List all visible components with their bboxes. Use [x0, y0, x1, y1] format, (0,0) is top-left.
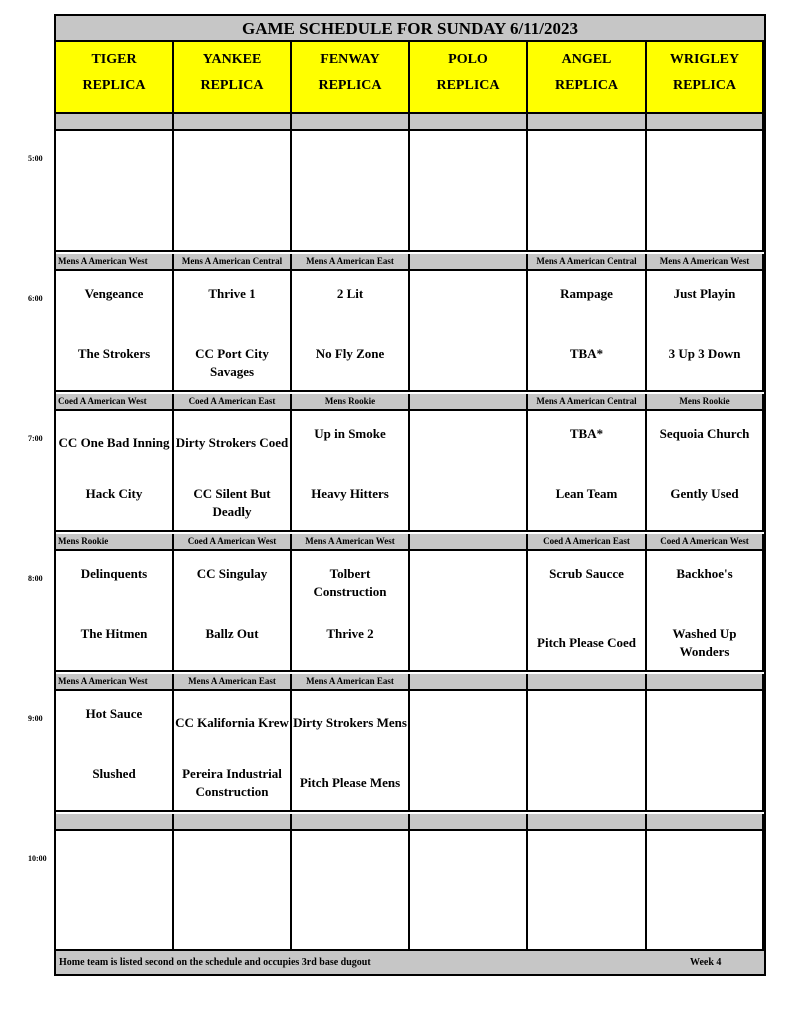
game-cell — [292, 271, 410, 392]
game-cell — [410, 551, 528, 672]
field-header-angel — [528, 42, 647, 114]
home-team — [56, 905, 172, 914]
home-team: Thrive 2 — [326, 626, 374, 641]
field-header-fenway — [292, 42, 410, 114]
visiting-team — [647, 705, 762, 714]
field-subtitle: REPLICA — [672, 78, 736, 93]
division-label — [174, 814, 292, 831]
game-cell — [174, 131, 292, 252]
field-name: POLO — [448, 52, 488, 67]
game-cell — [410, 831, 528, 952]
division-label — [410, 534, 528, 551]
schedule-sheet — [54, 14, 766, 976]
visiting-team — [410, 845, 526, 854]
home-team — [292, 905, 408, 914]
visiting-team — [292, 845, 408, 854]
game-cell — [56, 411, 174, 532]
field-subtitle: REPLICA — [318, 78, 382, 93]
game-cell — [56, 551, 174, 672]
home-team: Pereira Industrial Construction — [182, 766, 282, 799]
visiting-team — [528, 145, 645, 154]
visiting-team: CC One Bad Inning — [58, 435, 170, 450]
division-label — [410, 114, 528, 131]
game-cell — [174, 691, 292, 812]
visiting-team — [56, 145, 172, 154]
home-team: TBA* — [569, 346, 604, 361]
home-team — [410, 765, 526, 774]
visiting-team: CC Kalifornia Krew — [175, 715, 289, 730]
division-label: Mens Rookie — [292, 394, 410, 411]
division-label: Mens A American West — [292, 534, 410, 551]
home-team — [292, 205, 408, 214]
home-team: Lean Team — [555, 486, 618, 501]
home-team — [410, 905, 526, 914]
division-label: Mens A American West — [56, 674, 174, 691]
field-header-polo — [410, 42, 528, 114]
field-name: TIGER — [91, 52, 137, 67]
game-cell — [56, 691, 174, 812]
visiting-team — [174, 845, 290, 854]
visiting-team: TBA* — [569, 426, 604, 441]
game-cell — [410, 271, 528, 392]
visiting-team — [647, 145, 762, 154]
home-team: Heavy Hitters — [311, 486, 389, 501]
game-cell — [56, 831, 174, 952]
visiting-team: Just Playin — [673, 286, 736, 301]
time-label: 7:00 — [28, 434, 43, 443]
visiting-team: Rampage — [560, 286, 613, 301]
visiting-team — [647, 845, 762, 854]
field-name: WRIGLEY — [669, 52, 740, 67]
home-team: Washed Up Wonders — [672, 626, 737, 659]
game-cell — [528, 551, 647, 672]
division-label — [647, 814, 764, 831]
division-label — [528, 674, 647, 691]
visiting-team: Hot Sauce — [85, 706, 143, 721]
game-cell — [56, 131, 174, 252]
game-cell — [292, 551, 410, 672]
footer-note: Home team is listed second on the schedule and occupies 3rd base dugout — [59, 957, 371, 968]
division-label: Mens A American West — [56, 254, 174, 271]
division-label: Mens A American East — [292, 254, 410, 271]
visiting-team: Dirty Strokers Mens — [293, 715, 407, 730]
visiting-team: Tolbert Construction — [313, 566, 387, 599]
division-label: Coed A American West — [174, 534, 292, 551]
page-title: GAME SCHEDULE FOR SUNDAY 6/11/2023 — [56, 16, 764, 42]
division-label — [56, 114, 174, 131]
division-label — [292, 814, 410, 831]
home-team — [410, 345, 526, 354]
division-label: Mens A American East — [174, 674, 292, 691]
visiting-team: Dirty Strokers Coed — [175, 435, 289, 450]
time-label: 9:00 — [28, 714, 43, 723]
home-team: No Fly Zone — [315, 346, 385, 361]
game-cell — [292, 831, 410, 952]
game-cell — [528, 271, 647, 392]
visiting-team — [410, 285, 526, 294]
division-label: Mens A American Central — [528, 394, 647, 411]
visiting-team: Scrub Saucce — [549, 566, 624, 581]
time-label: 8:00 — [28, 574, 43, 583]
division-label — [410, 394, 528, 411]
home-team — [528, 905, 645, 914]
home-team: CC Port City Savages — [195, 346, 269, 379]
field-header-tiger — [56, 42, 174, 114]
home-team: Hack City — [85, 486, 143, 501]
home-team — [647, 765, 762, 774]
game-cell — [647, 831, 764, 952]
game-cell — [528, 411, 647, 532]
visiting-team — [528, 845, 645, 854]
visiting-team: Up in Smoke — [314, 426, 386, 441]
time-label: 6:00 — [28, 294, 43, 303]
game-cell — [647, 411, 764, 532]
field-subtitle: REPLICA — [82, 78, 146, 93]
home-team: Pitch Please Coed — [537, 635, 636, 650]
game-cell — [174, 831, 292, 952]
footer-bar — [56, 949, 764, 974]
visiting-team — [528, 705, 645, 714]
visiting-team: Delinquents — [80, 566, 148, 581]
division-label: Mens A American West — [647, 254, 764, 271]
game-cell — [647, 691, 764, 812]
game-cell — [292, 691, 410, 812]
home-team: The Strokers — [77, 346, 151, 361]
time-label: 5:00 — [28, 154, 43, 163]
visiting-team — [56, 845, 172, 854]
visiting-team: CC Singulay — [196, 566, 268, 581]
game-cell — [410, 131, 528, 252]
division-label — [647, 674, 764, 691]
home-team: Slushed — [92, 766, 136, 781]
division-label: Mens A American East — [292, 674, 410, 691]
visiting-team — [410, 565, 526, 574]
home-team — [647, 905, 762, 914]
visiting-team: 2 Lit — [336, 286, 364, 301]
division-label — [174, 114, 292, 131]
division-label: Coed A American West — [56, 394, 174, 411]
home-team: Ballz Out — [205, 626, 259, 641]
game-cell — [410, 411, 528, 532]
division-label — [528, 114, 647, 131]
home-team — [528, 205, 645, 214]
home-team: 3 Up 3 Down — [668, 346, 741, 361]
field-header-wrigley — [647, 42, 764, 114]
division-label — [528, 814, 647, 831]
division-label: Mens Rookie — [647, 394, 764, 411]
game-cell — [528, 131, 647, 252]
home-team — [528, 765, 645, 774]
home-team — [647, 205, 762, 214]
home-team — [410, 625, 526, 634]
division-label — [410, 674, 528, 691]
visiting-team: Thrive 1 — [208, 286, 256, 301]
game-cell — [56, 271, 174, 392]
home-team — [410, 485, 526, 494]
game-cell — [647, 551, 764, 672]
division-label: Coed A American East — [174, 394, 292, 411]
home-team — [56, 205, 172, 214]
visiting-team: Backhoe's — [676, 566, 733, 581]
home-team — [174, 905, 290, 914]
visiting-team — [410, 425, 526, 434]
visiting-team — [410, 145, 526, 154]
visiting-team — [174, 145, 290, 154]
home-team: Gently Used — [670, 486, 739, 501]
home-team — [174, 205, 290, 214]
game-cell — [528, 691, 647, 812]
week-label: Week 4 — [690, 957, 722, 968]
division-label: Mens A American Central — [174, 254, 292, 271]
field-name: ANGEL — [561, 52, 612, 67]
division-label — [56, 814, 174, 831]
division-label: Coed A American West — [647, 534, 764, 551]
division-label — [292, 114, 410, 131]
visiting-team — [410, 705, 526, 714]
game-cell — [410, 691, 528, 812]
division-label: Mens Rookie — [56, 534, 174, 551]
visiting-team — [292, 145, 408, 154]
home-team — [410, 205, 526, 214]
division-label: Coed A American East — [528, 534, 647, 551]
game-cell — [174, 271, 292, 392]
home-team: The Hitmen — [80, 626, 148, 641]
division-label — [410, 254, 528, 271]
division-label — [647, 114, 764, 131]
field-subtitle: REPLICA — [554, 78, 618, 93]
game-cell — [528, 831, 647, 952]
game-cell — [292, 411, 410, 532]
game-cell — [292, 131, 410, 252]
field-subtitle: REPLICA — [200, 78, 264, 93]
division-label: Mens A American Central — [528, 254, 647, 271]
division-label — [410, 814, 528, 831]
home-team: Pitch Please Mens — [299, 775, 401, 790]
game-cell — [647, 131, 764, 252]
game-cell — [647, 271, 764, 392]
time-label: 10:00 — [28, 854, 47, 863]
field-header-yankee — [174, 42, 292, 114]
visiting-team: Sequoia Church — [659, 426, 750, 441]
home-team: CC Silent But Deadly — [193, 486, 271, 519]
visiting-team: Vengeance — [84, 286, 144, 301]
game-cell — [174, 411, 292, 532]
game-cell — [174, 551, 292, 672]
field-name: YANKEE — [202, 52, 262, 67]
field-name: FENWAY — [320, 52, 380, 67]
field-subtitle: REPLICA — [436, 78, 500, 93]
